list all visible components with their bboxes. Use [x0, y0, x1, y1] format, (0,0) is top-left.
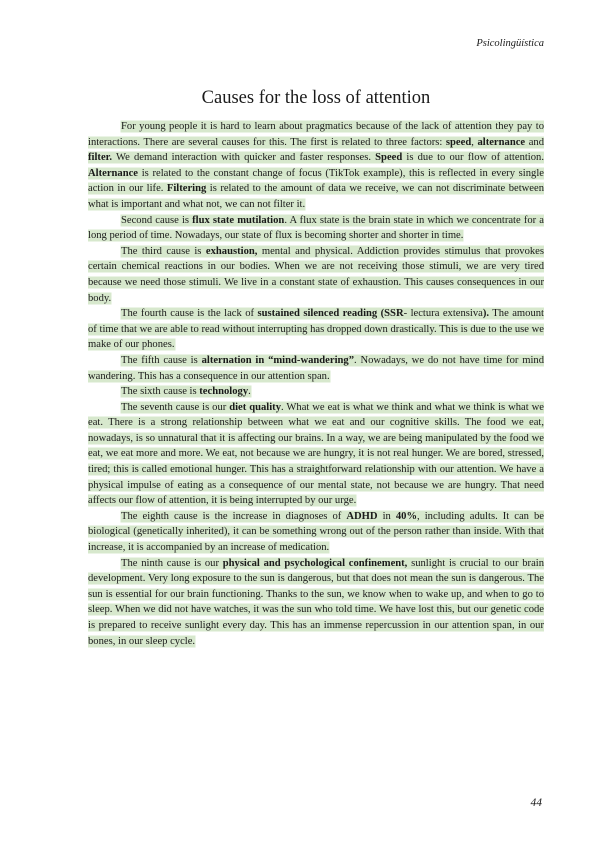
text-run: The amount of time that we are able to read without interrupting has dropped down drastically. This is due to the use we make of our phones. [88, 308, 544, 351]
text-run: , including adults. It can be biological (genetically inherited), it can be something wrong out of the person rather than inside. With that increase, it is accompanied by an increase of medication. [88, 510, 544, 554]
bold-term: diet quality [229, 401, 282, 413]
highlighted-text [88, 121, 544, 210]
text-run: The fifth cause is [121, 354, 202, 366]
text-run: is due to our flow of attention. [402, 152, 544, 164]
paragraph-7 [88, 400, 544, 509]
highlighted-text [121, 386, 251, 397]
highlighted-text [88, 308, 544, 350]
highlighted-text [88, 355, 544, 382]
bold-term: physical and psychological confinement, [222, 557, 408, 569]
text-run: is related to the constant change of focus (TikTok example), this is reflected in every single action in our life. [88, 167, 544, 195]
text-run: The third cause is [121, 245, 206, 257]
paragraph-5 [88, 353, 544, 384]
paragraph-6 [88, 384, 544, 400]
text-run: in [377, 510, 396, 522]
paragraph-1 [88, 119, 544, 213]
text-run: For young people it is hard to learn about pragmatics because of the lack of attention they pay to interactions. There are several causes for this. The first is related to three factors: [88, 121, 544, 148]
text-run: , [471, 136, 478, 148]
text-run: The ninth cause is our [121, 557, 223, 569]
paragraph-9 [88, 556, 544, 650]
bold-term: Filtering [166, 183, 207, 195]
bold-term: Alternance [88, 167, 139, 179]
text-run: mental and physical. Addiction provides stimulus that provokes certain chemical reactions in our bodies. When we are not receiving those stimuli, we are very tired because we need those stimuli. We live in a constant state of exhaustion. This causes consequences in our body. [88, 245, 544, 304]
bold-term: alternation in “mind-wandering” [201, 354, 355, 366]
text-run: sunlight is crucial to our brain development. Very long exposure to the sun is dangerous, but that does not mean the sun is dangerous. The sun is essential for our brain functioning. Thanks to the sun, we know when to wake up, and when to go to sleep. When we did not have watches, it was the sun who told time. We have lost this, but our genetic code is prepared to receive sunlight every day. This has an immense repercussion in our attention span, in our bones, in our sleep cycle. [88, 557, 545, 647]
text-run: . [248, 386, 251, 398]
text-run: . A flux state is the brain state in which we concentrate for a long period of time. Nowadays, our state of flux is becoming shorter and shorter in time. [88, 214, 544, 242]
highlighted-text [88, 511, 544, 553]
text-run: The sixth cause is [121, 386, 200, 398]
page-title: Causes for the loss of attention [201, 88, 431, 108]
highlighted-text [88, 246, 544, 304]
text-run: Second cause is [121, 214, 193, 226]
bold-term: flux state mutilation [192, 214, 285, 226]
bold-term: exhaustion, [205, 245, 258, 257]
paragraph-3 [88, 244, 544, 306]
paragraph-2 [88, 213, 544, 244]
bold-term: sustained silenced reading (SSR [257, 308, 404, 320]
text-run: . Nowadays, we do not have time for mind wandering. This has a consequence in our attention span. [88, 354, 544, 382]
bold-term: speed [445, 136, 472, 148]
highlighted-text [88, 558, 544, 647]
text-run: The eighth cause is the increase in diagnoses of [121, 510, 347, 522]
bold-term: ADHD [346, 510, 378, 522]
body-text [88, 119, 544, 649]
text-run: and [525, 136, 544, 148]
text-run: The seventh cause is our [121, 401, 230, 413]
bold-term: ). [482, 308, 490, 320]
highlighted-text [88, 215, 544, 242]
paragraph-8 [88, 509, 544, 556]
text-run: The fourth cause is the lack of [121, 308, 258, 320]
bold-term: Speed [375, 152, 403, 164]
bold-term: technology [199, 386, 249, 398]
page-number: 44 [530, 797, 542, 809]
bold-term: 40% [395, 510, 418, 522]
text-run: is related to the amount of data we receive, we can not discriminate between what is important and what not, we can not filter it. [88, 183, 544, 210]
bold-term: filter. [88, 152, 113, 164]
running-head: Psicolingüística [476, 38, 544, 49]
paragraph-4 [88, 306, 544, 353]
text-run: . What we eat is what we think and what we think is what we eat. There is a strong relationship between what we eat and our cognitive skills. The food we eat, nowadays, is so unnatural that it is affecting our brains. In a way, we are being manipulated by the food we eat, we eat more and more. We eat, not because we are hungry, it is not real hunger. We are bored, stressed, tired; this is called emotional hunger. This has a straightforward relationship with our attention. We have a physical impulse of eating as a consequence of our mental state, not because we are hungry. That need affects our flow of attention, it is being interrupted by our urge. [88, 401, 544, 507]
text-run: - lectura extensiva [403, 308, 483, 320]
highlighted-text [88, 402, 544, 507]
text-run: We demand interaction with quicker and faster responses. [112, 152, 376, 164]
bold-term: alternance [477, 136, 526, 148]
